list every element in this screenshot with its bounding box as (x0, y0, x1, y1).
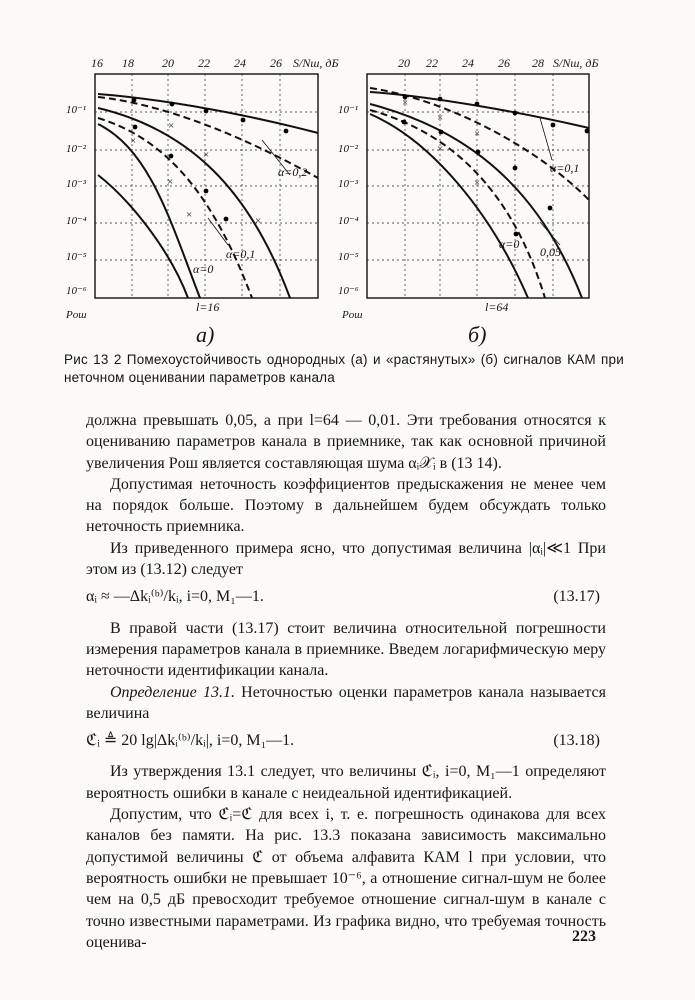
left-y-tick: 10⁻⁵ (66, 251, 87, 263)
svg-text:×: × (130, 135, 137, 147)
right-panel (338, 56, 599, 347)
equation-body: αᵢ ≈ —Δkᵢ⁽ᵇ⁾/kᵢ, i=0, M₁—1. (86, 588, 264, 606)
left-y-tick: 10⁻² (66, 143, 87, 155)
definition-text: Неточностью оценки параметров канала называется величина (86, 683, 607, 722)
right-label-alpha-0: α=0 (499, 237, 520, 251)
left-x-tick: 22 (198, 56, 210, 70)
left-panel-label: а) (196, 322, 215, 347)
svg-text:×: × (474, 177, 481, 189)
left-y-tick: 10⁻¹ (66, 104, 87, 116)
left-cross-markers (130, 120, 261, 227)
right-y-tick: 10⁻² (338, 143, 359, 155)
paragraph: должна превышать 0,05, а при l=64 — 0,01. Эти требования относятся к оцениванию параметров канала в приемнике, так как основной причиной увеличения Pош является составляющая шума αᵢ𝒳ᵢ в (13 14). (86, 412, 606, 472)
right-y-axis-label: Pош (342, 309, 363, 321)
svg-text:×: × (167, 176, 174, 188)
left-curve-upper (98, 94, 318, 133)
equation-body: ℭᵢ ≜ 20 lg|Δkᵢ⁽ᵇ⁾/kᵢ|, i=0, M₁—1. (86, 732, 295, 750)
left-curve-alpha-0 (98, 175, 188, 298)
right-param-label: l=64 (485, 300, 509, 314)
right-y-tick: 10⁻³ (338, 178, 359, 190)
svg-text:×: × (186, 209, 193, 221)
definition (86, 682, 606, 725)
right-panel-label: б) (468, 322, 487, 347)
left-param-label: l=16 (196, 300, 220, 314)
right-x-tick: 24 (462, 56, 474, 70)
equation-number: (13.17) (553, 588, 600, 606)
left-x-tick: 18 (122, 56, 134, 70)
paragraph: Из утверждения 13.1 следует, что величины ℭᵢ, i=0, M₁—1 определяют вероятность ошибки в канале с неидеальной идентификацией. (86, 763, 606, 802)
left-x-tick: 20 (162, 56, 174, 70)
right-y-tick: 10⁻⁴ (338, 215, 359, 227)
definition-title: Определение 13.1. (110, 683, 235, 701)
paragraph: Допустимая неточность коэффициентов предыскажения не менее чем на порядок больше. Поэтому в дальнейшем будем обсуждать только неточность приемника. (86, 475, 606, 536)
equation-13-18 (86, 730, 606, 751)
right-y-tick: 10⁻¹ (338, 104, 359, 116)
svg-text:×: × (437, 112, 444, 124)
right-x-axis-label: S/Nш, дБ (553, 56, 599, 70)
svg-text:×: × (203, 149, 210, 161)
right-x-tick: 20 (398, 56, 410, 70)
right-leaders (540, 118, 560, 245)
left-y-tick: 10⁻⁴ (66, 215, 87, 227)
left-panel (65, 56, 339, 347)
right-curve-alpha-0-05 (370, 110, 545, 298)
right-curve-alpha-0 (370, 114, 528, 298)
svg-text:×: × (402, 97, 409, 109)
svg-text:×: × (168, 120, 175, 132)
right-label-alpha-0-1: α=0,1 (550, 161, 580, 175)
left-label-alpha-0: α=0 (193, 262, 214, 276)
right-x-tick: 28 (532, 56, 544, 70)
left-x-tick: 26 (270, 56, 282, 70)
left-x-tick: 16 (91, 56, 103, 70)
left-y-tick: 10⁻³ (66, 178, 87, 190)
right-x-tick: 22 (426, 56, 438, 70)
page-number: 223 (572, 928, 596, 945)
left-y-tick: 10⁻⁶ (66, 285, 87, 297)
paragraph: В правой части (13.17) стоит величина относительной погрешности измерения параметров канала в приемнике. Введем логарифмическую меру неточности идентификации канала. (86, 619, 606, 680)
left-x-tick: 24 (234, 56, 246, 70)
paragraph: Из приведенного примера ясно, что допустимая величина |αᵢ|≪1 При этом из (13.12) следует (86, 539, 606, 579)
equation-number: (13.18) (553, 732, 600, 750)
paragraph: Допустим, что ℭᵢ=ℭ для всех i, т. е. погрешность одинакова для всех каналов без памяти. На рис. 13.3 показана зависимость максимально допустимой величины ℭ от объема алфавита КАМ l при условии, что вероятность ошибки не превышает 10⁻⁶, а отношение сигнал-шум не более чем на 0,5 дБ превосходит требуемое отношение сигнал-шум в канале с точно известными параметрами. Из графика видно, что требуемая точность оценива- (86, 806, 606, 951)
svg-text:×: × (255, 215, 262, 227)
left-dot-markers (132, 98, 289, 222)
equation-13-17 (86, 586, 606, 607)
left-curve-solid-low (98, 124, 200, 298)
figure-svg (0, 0, 695, 350)
left-label-alpha-0-2: α=0,2 (278, 165, 308, 179)
body-text (86, 410, 606, 953)
right-label-0-05: 0,05 (540, 245, 561, 259)
svg-text:×: × (437, 143, 444, 155)
figure-13-2 (0, 0, 695, 350)
left-label-alpha-0-1: α=0,1 (226, 247, 256, 261)
right-y-tick: 10⁻⁶ (338, 285, 359, 297)
right-y-tick: 10⁻⁵ (338, 251, 359, 263)
left-y-axis-label: Pош (66, 309, 87, 321)
left-x-axis-label: S/Nш, дБ (293, 56, 339, 70)
figure-caption: Рис 13 2 Помехоустойчивость однородных (а) и «растянутых» (б) сигналов КАМ при неточном оценивании параметров канала (64, 352, 624, 385)
right-cross-markers (402, 97, 480, 189)
right-x-tick: 26 (498, 56, 510, 70)
svg-text:×: × (474, 128, 481, 140)
